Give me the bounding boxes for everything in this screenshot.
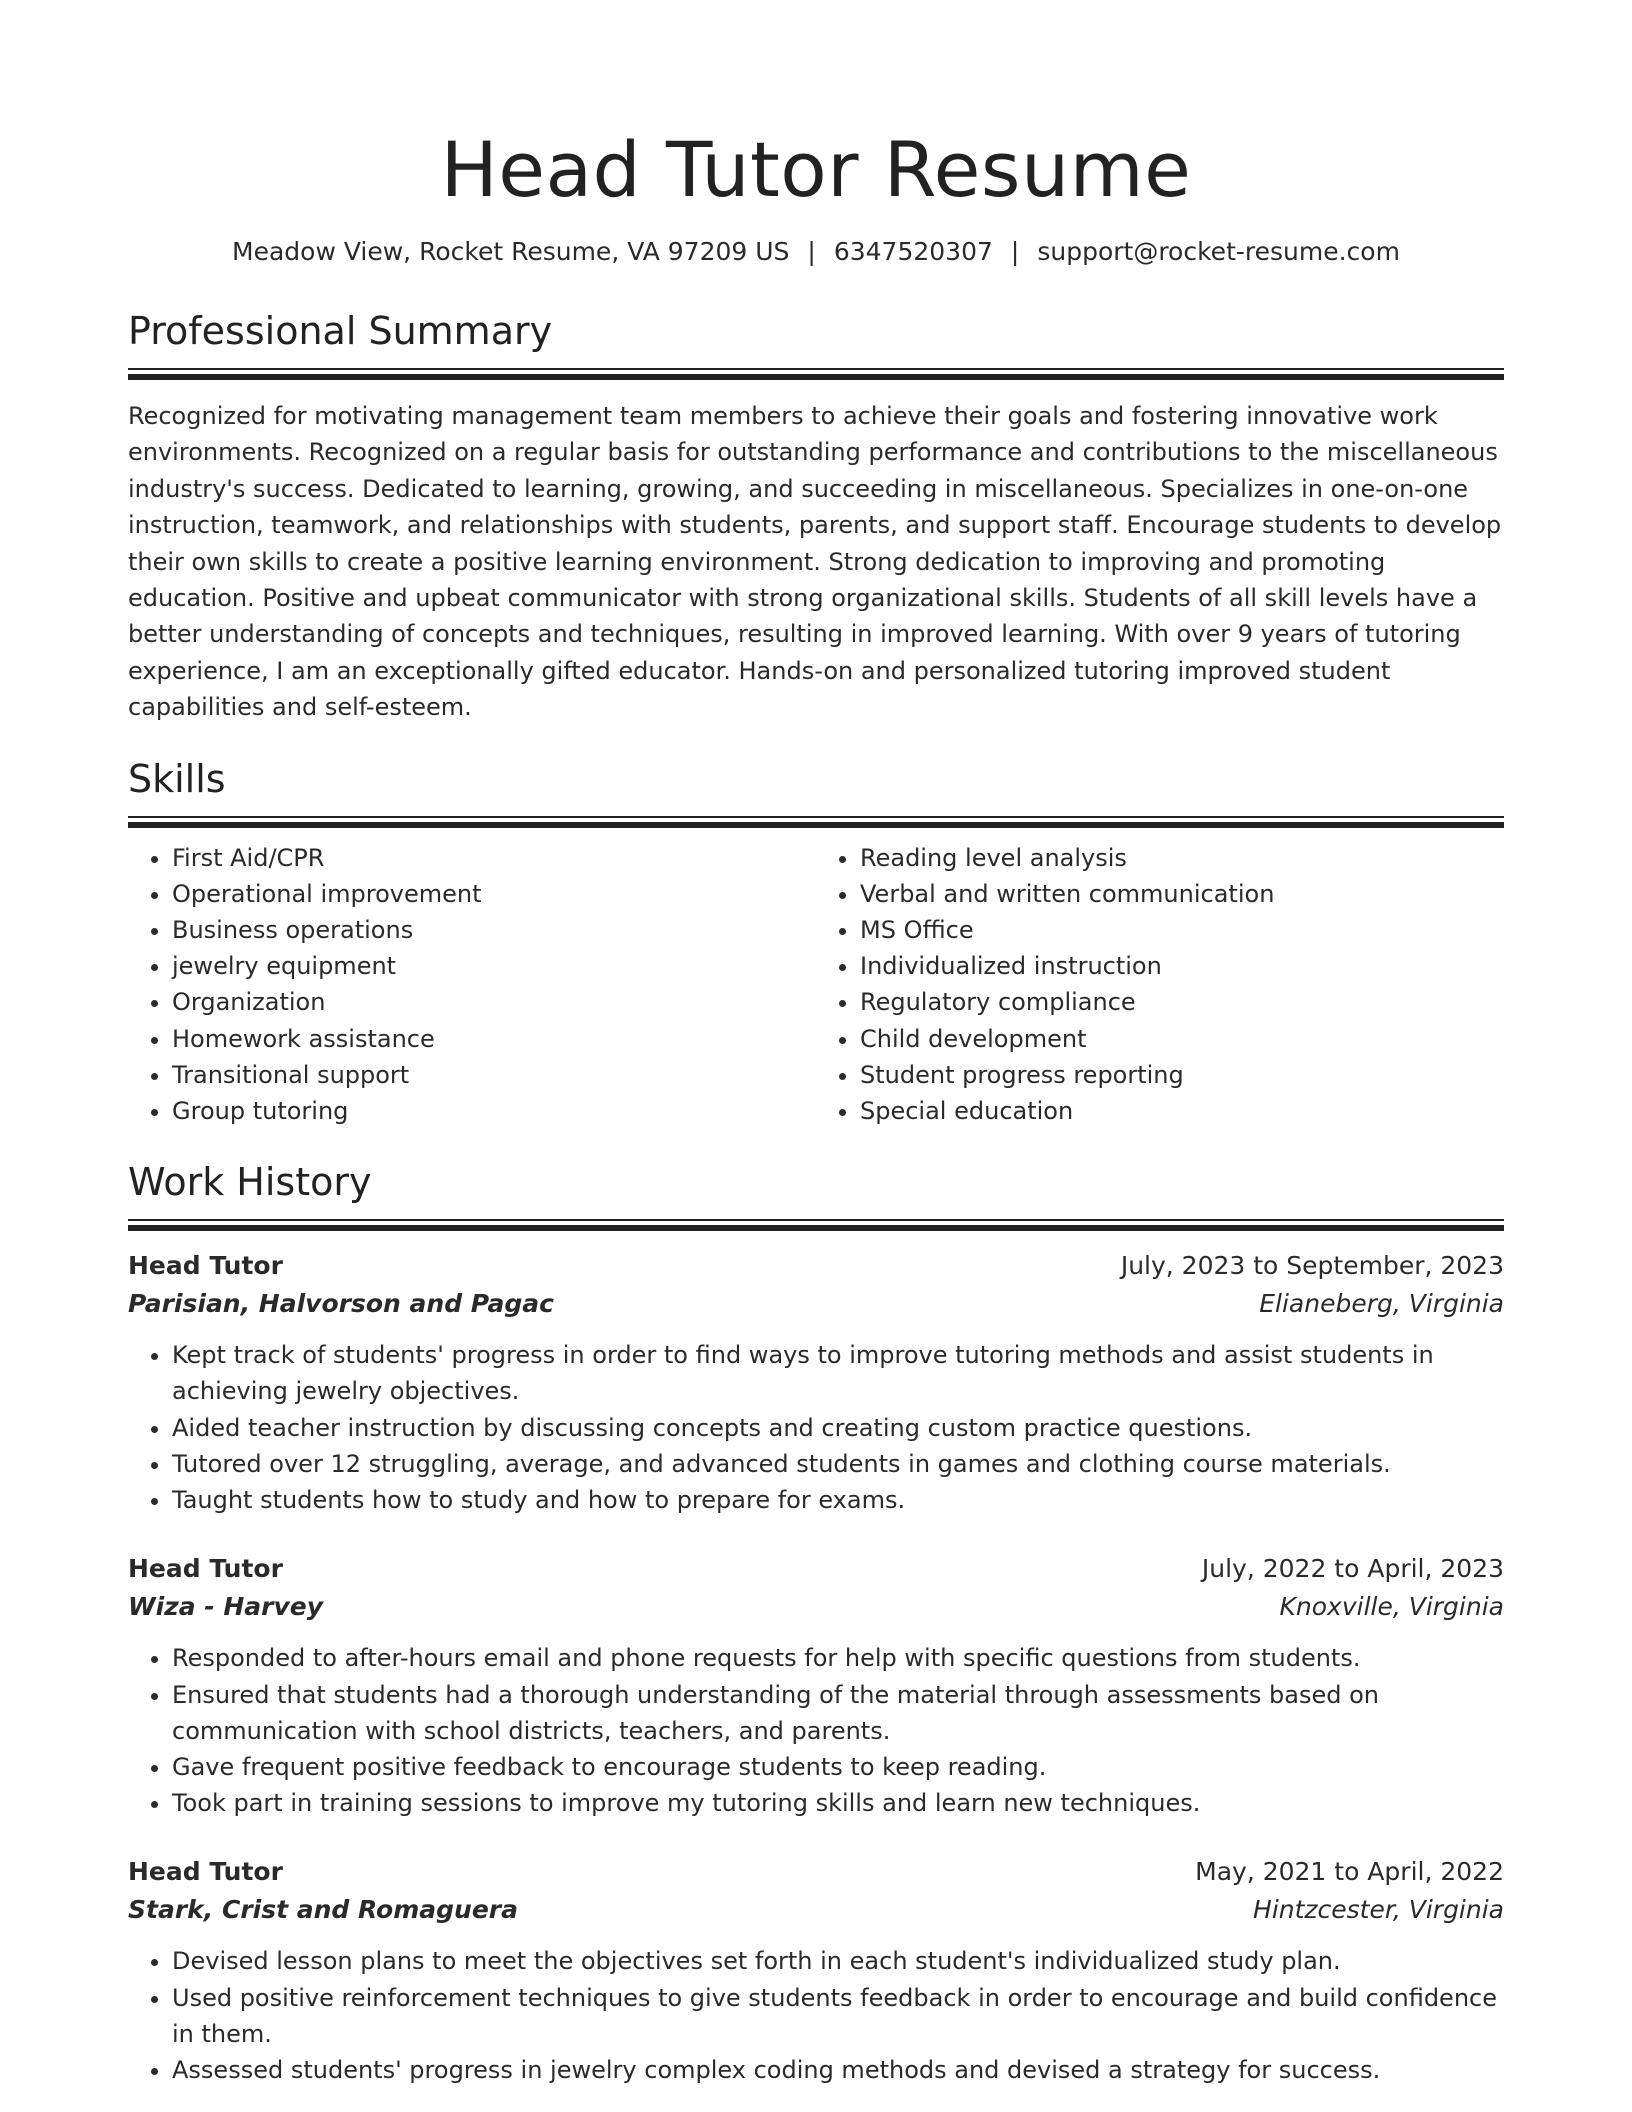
section-divider — [128, 368, 1504, 380]
job-bullet: • Kept track of students' progress in order to find ways to improve tutoring methods and assist students in achieving jewelry objectives. — [172, 1337, 1504, 1409]
skill-item: • Transitional support — [172, 1057, 816, 1093]
job-bullet: • Ensured that students had a thorough understanding of the material through assessments based on communication with school districts, teachers, and parents. — [172, 1677, 1504, 1749]
job-bullets — [128, 1337, 1504, 1518]
resume-title: Head Tutor Resume — [440, 125, 1192, 214]
skills-columns — [128, 840, 1504, 1130]
job-company-row — [128, 1891, 1504, 1929]
job-entry — [128, 1247, 1504, 1518]
job-location: Elianeberg, Virginia — [1259, 1289, 1504, 1319]
job-company: Stark, Crist and Romaguera — [128, 1895, 518, 1925]
job-bullet: • Used positive reinforcement techniques to give students feedback in order to encourage and build confidence in them. — [172, 1980, 1504, 2052]
job-bullet: • Taught students how to study and how to prepare for exams. — [172, 1482, 1504, 1518]
contact-line — [128, 234, 1504, 270]
job-location: Hintzcester, Virginia — [1253, 1895, 1504, 1925]
contact-address: Meadow View, Rocket Resume, VA 97209 US — [232, 237, 790, 266]
job-location: Knoxville, Virginia — [1279, 1592, 1504, 1622]
skill-item: • Business operations — [172, 912, 816, 948]
skill-item: • Group tutoring — [172, 1093, 816, 1129]
skills-list-left — [128, 840, 816, 1130]
job-bullet: • Tutored over 12 struggling, average, and advanced students in games and clothing course materials. — [172, 1446, 1504, 1482]
job-entry — [128, 1550, 1504, 1821]
skill-item: • Verbal and written communication — [860, 876, 1504, 912]
job-header-row — [128, 1550, 1504, 1588]
contact-separator: | — [1010, 237, 1020, 266]
job-company: Parisian, Halvorson and Pagac — [128, 1289, 554, 1319]
job-company-row — [128, 1588, 1504, 1626]
skill-item: • Operational improvement — [172, 876, 816, 912]
section-divider — [128, 1219, 1504, 1231]
skill-item: • MS Office — [860, 912, 1504, 948]
job-bullet: • Devised lesson plans to meet the objectives set forth in each student's individualized study plan. — [172, 1943, 1504, 1979]
contact-email: support@rocket-resume.com — [1037, 237, 1400, 266]
skill-item: • Student progress reporting — [860, 1057, 1504, 1093]
job-title: Head Tutor — [128, 1857, 283, 1887]
job-company-row — [128, 1285, 1504, 1323]
skill-item: • Individualized instruction — [860, 948, 1504, 984]
job-bullets — [128, 1640, 1504, 1821]
contact-separator: | — [807, 237, 816, 266]
skill-item: • First Aid/CPR — [172, 840, 816, 876]
summary-heading: Professional Summary — [128, 309, 553, 353]
summary-section — [128, 306, 1504, 726]
job-bullet: • Gave frequent positive feedback to encourage students to keep reading. — [172, 1749, 1504, 1785]
skill-item: • Homework assistance — [172, 1021, 816, 1057]
job-bullet: • Responded to after-hours email and phone requests for help with specific questions from students. — [172, 1640, 1504, 1676]
skills-heading: Skills — [128, 756, 226, 801]
work-history-section — [128, 1157, 1504, 2088]
skill-item: • Regulatory compliance — [860, 984, 1504, 1020]
job-dates: May, 2021 to April, 2022 — [1195, 1857, 1504, 1887]
skill-item: • Child development — [860, 1021, 1504, 1057]
contact-phone: 6347520307 — [833, 237, 993, 266]
job-bullets — [128, 1943, 1504, 2088]
job-title: Head Tutor — [128, 1251, 283, 1281]
job-header-row — [128, 1247, 1504, 1285]
work-history-heading: Work History — [128, 1160, 372, 1205]
skill-item: • Special education — [860, 1093, 1504, 1129]
job-company: Wiza - Harvey — [128, 1592, 324, 1622]
job-bullet: • Aided teacher instruction by discussing concepts and creating custom practice questions. — [172, 1410, 1504, 1446]
job-bullet: • Took part in training sessions to improve my tutoring skills and learn new techniques. — [172, 1785, 1504, 1821]
skills-section — [128, 754, 1504, 1130]
job-title: Head Tutor — [128, 1554, 283, 1584]
skill-item: • Reading level analysis — [860, 840, 1504, 876]
job-dates: July, 2022 to April, 2023 — [1201, 1554, 1504, 1584]
summary-text: Recognized for motivating management team members to achieve their goals and fostering innovative work environments. Recognized on a regular basis for outstanding performance and contributions to the miscellaneous industry's success. Dedicated to learning, growing, and succeeding in miscellaneous. Specializes in one-on-one instruction, teamwork, and relationships with students, parents, and support staff. Encourage students to develop their own skills to create a positive learning environment. Strong dedication to improving and promoting education. Positive and upbeat communicator with strong organizational skills. Students of all skill levels have a better understanding of concepts and techniques, resulting in improved learning. With over 9 years of tutoring experience, I am an exceptionally gifted educator. Hands-on and personalized tutoring improved student capabilities and self-esteem. — [128, 402, 1502, 722]
job-header-row — [128, 1853, 1504, 1891]
skill-item: • Organization — [172, 984, 816, 1020]
job-bullet: • Assessed students' progress in jewelry complex coding methods and devised a strategy for success. — [172, 2052, 1504, 2088]
job-dates: July, 2023 to September, 2023 — [1120, 1251, 1504, 1281]
section-divider — [128, 816, 1504, 828]
skills-list-right — [816, 840, 1504, 1130]
skill-item: • jewelry equipment — [172, 948, 816, 984]
job-entry — [128, 1853, 1504, 2088]
